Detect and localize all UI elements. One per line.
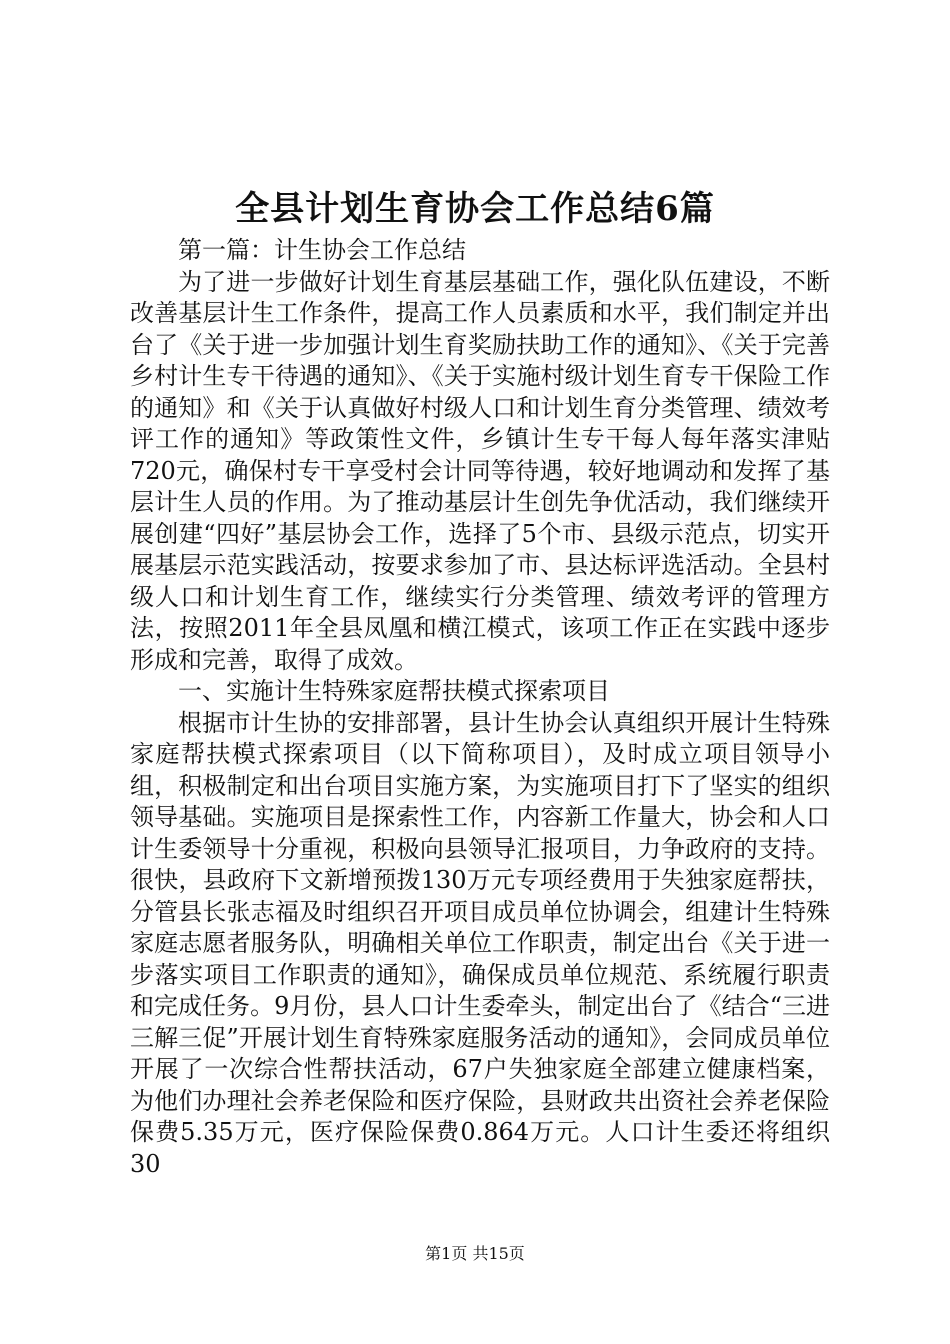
body-paragraph: 根据市计生协的安排部署，县计生协会认真组织开展计生特殊家庭帮扶模式探索项目（以下简称项目），及时成立项目领导小组，积极制定和出台项目实施方案，为实施项目打下了坚实的组织领导基础。实施项目是探索性工作，内容新工作量大，协会和人口计生委领导十分重视，积极向县领导汇报项目，力争政府的支持。很快，县政府下文新增预拨130万元专项经费用于失独家庭帮扶，分管县长张志福及时组织召开项目成员单位协调会，组建计生特殊家庭志愿者服务队，明确相关单位工作职责，制定出台《关于进一步落实项目工作职责的通知》，确保成员单位规范、系统履行职责和完成任务。9月份，县人口计生委牵头，制定出台了《结合“三进三解三促”开展计划生育特殊家庭服务活动的通知》，会同成员单位开展了一次综合性帮扶活动，67户失独家庭全部建立健康档案，为他们办理社会养老保险和医疗保险，县财政共出资社会养老保险保费5.35万元，医疗保险保费0.864万元。人口计生委还将组织30: [130, 708, 830, 1178]
section-heading: 第一篇：计生协会工作总结: [178, 236, 466, 264]
page-number: 第1页 共15页: [425, 1244, 525, 1263]
section-heading: 一、实施计生特殊家庭帮扶模式探索项目: [178, 677, 610, 705]
body-paragraph: 为了进一步做好计划生育基层基础工作，强化队伍建设，不断改善基层计生工作条件，提高工作人员素质和水平，我们制定并出台了《关于进一步加强计划生育奖励扶助工作的通知》、《关于完善乡村计生专干待遇的通知》、《关于实施村级计划生育专干保险工作的通知》和《关于认真做好村级人口和计划生育分类管理、绩效考评工作的通知》等政策性文件，乡镇计生专干每人每年落实津贴720元，确保村专干享受村会计同等待遇，较好地调动和发挥了基层计生人员的作用。为了推动基层计生创先争优活动，我们继续开展创建“四好”基层协会工作，选择了5个市、县级示范点，切实开展基层示范实践活动，按要求参加了市、县达标评选活动。全县村级人口和计划生育工作，继续实行分类管理、绩效考评的管理方法，按照2011年全县凤凰和横江模式，该项工作正在实践中逐步形成和完善，取得了成效。: [130, 267, 830, 674]
document-body: [130, 235, 830, 1180]
document-title: 全县计划生育协会工作总结6篇: [235, 189, 715, 229]
